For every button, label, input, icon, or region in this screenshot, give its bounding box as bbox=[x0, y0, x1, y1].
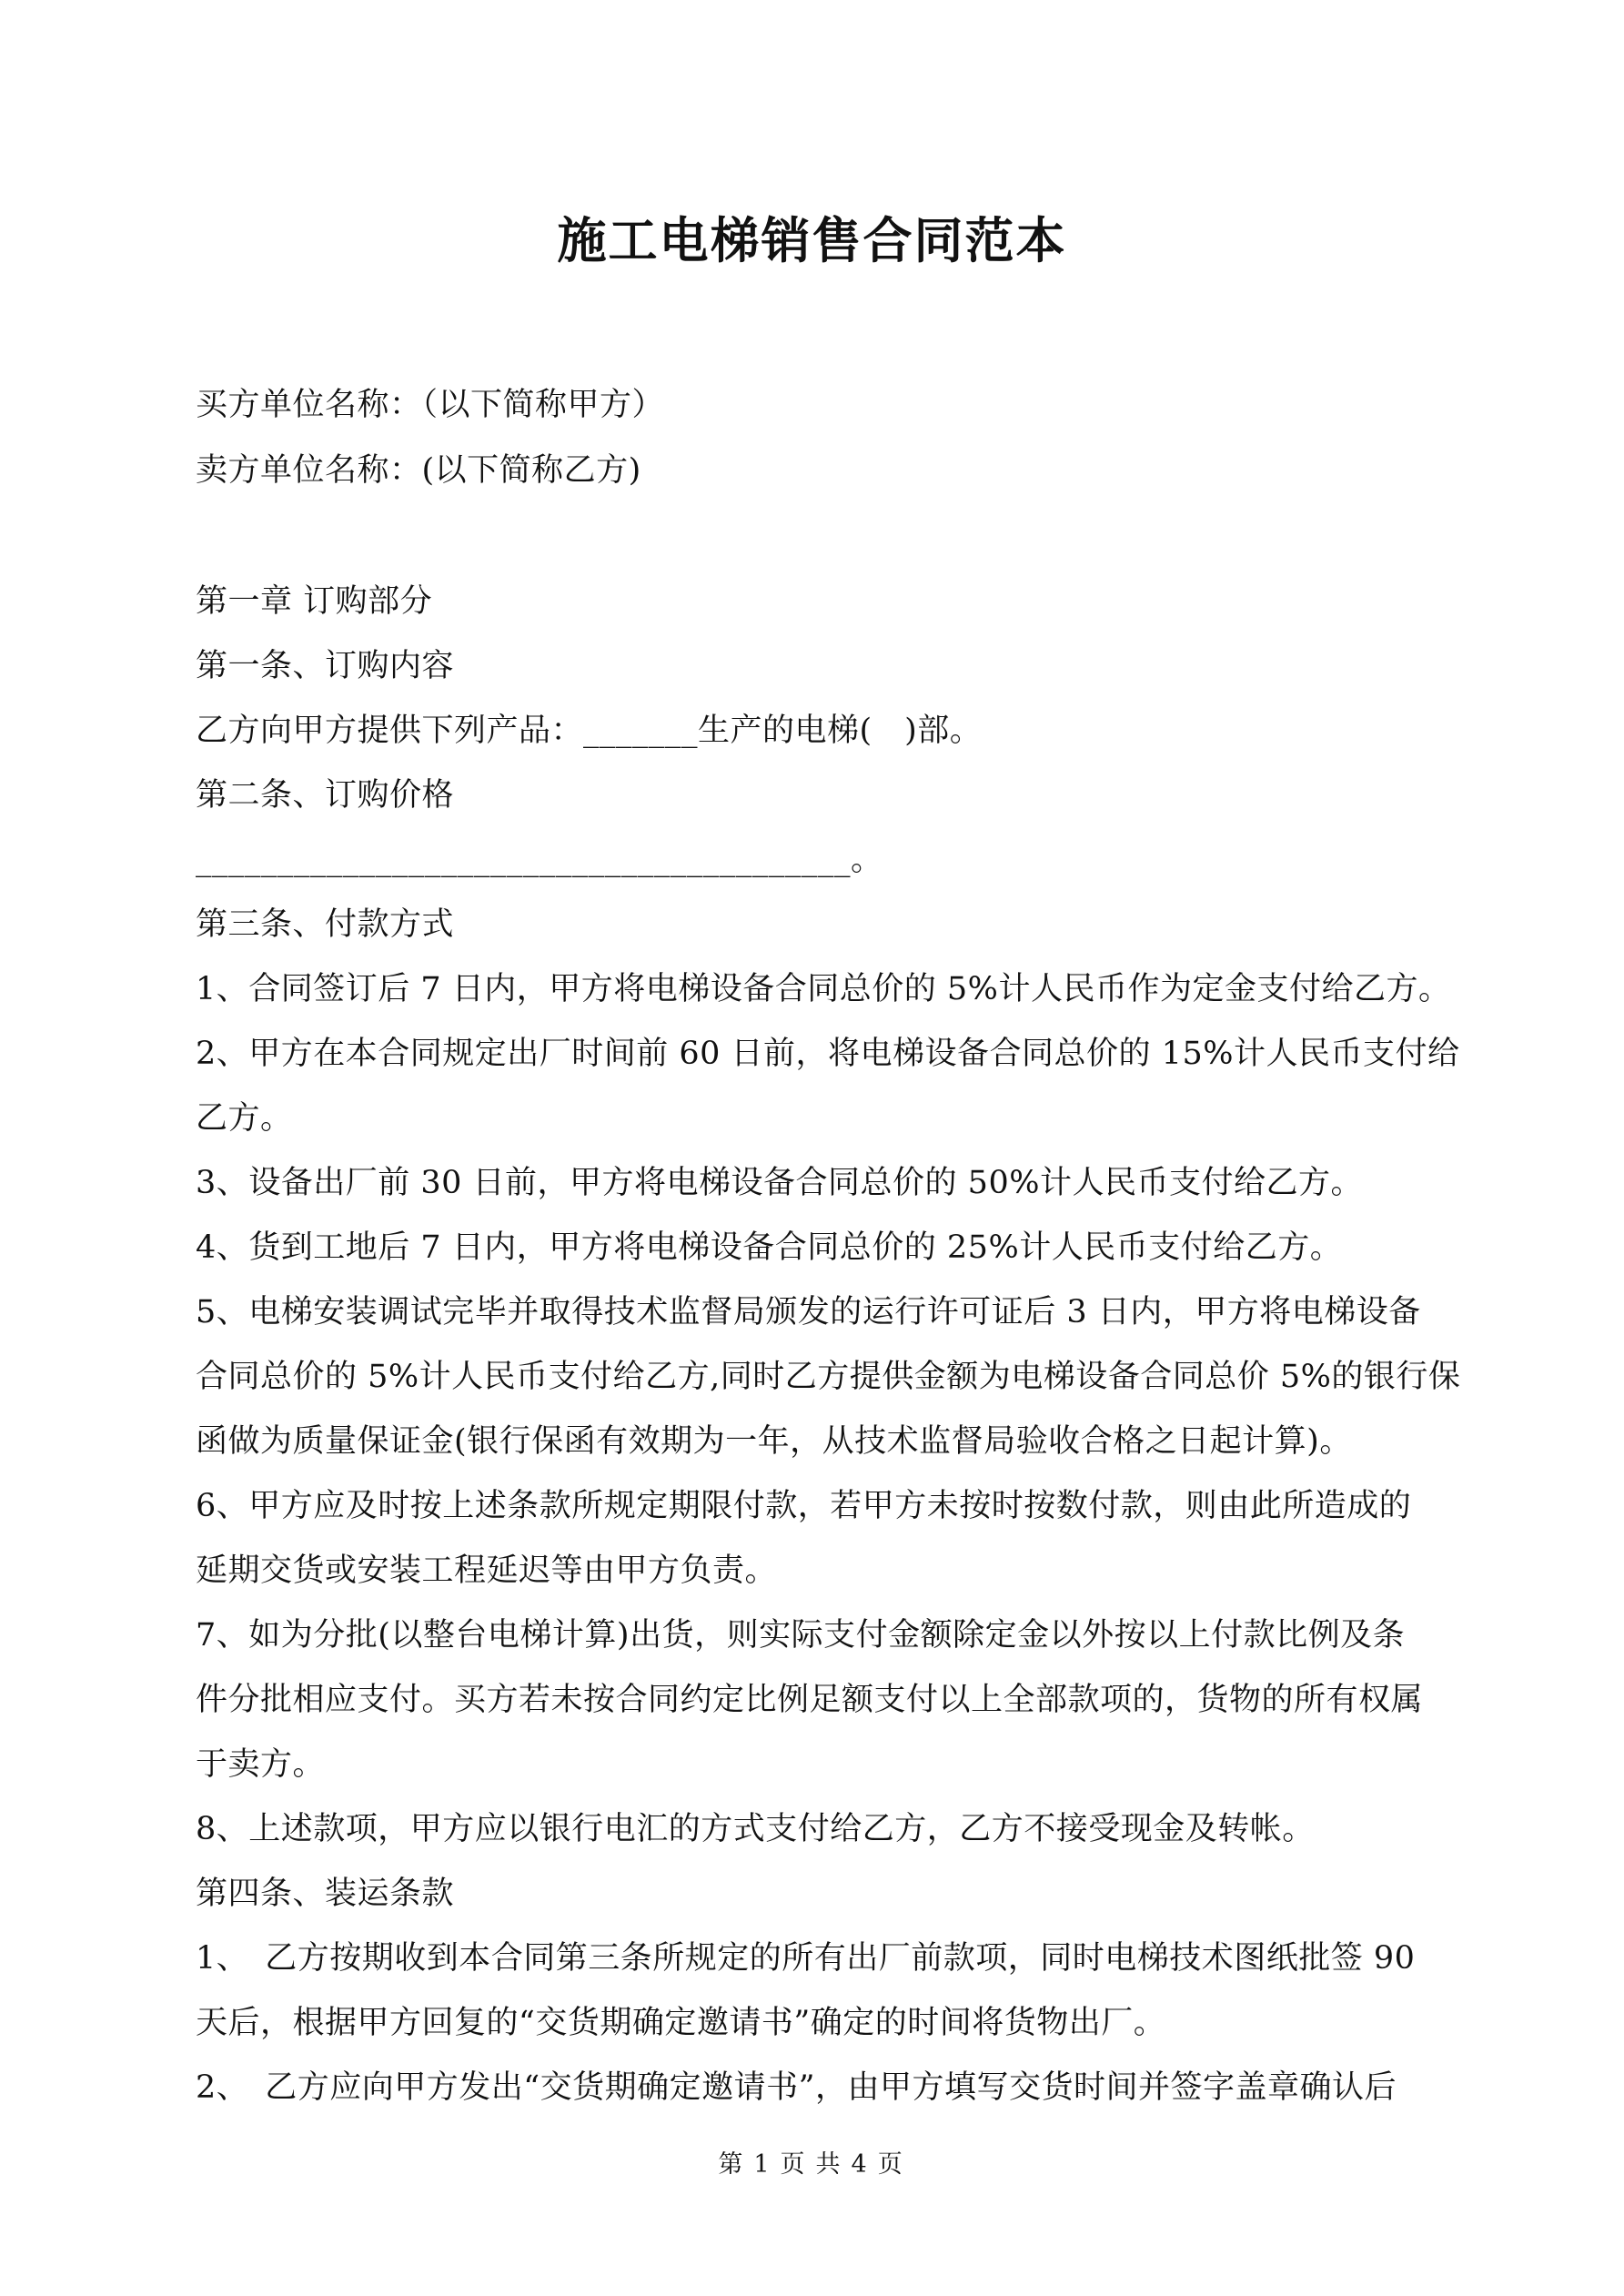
article-heading: 第一条、订购内容 bbox=[196, 648, 455, 684]
paragraph-line: 函做为质量保证金(银行保函有效期为一年，从技术监督局验收合格之日起计算)。 bbox=[196, 1423, 1352, 1460]
paragraph-line: 2、甲方在本合同规定出厂时间前 60 日前，将电梯设备合同总价的 15%计人民币支付给 bbox=[196, 1036, 1460, 1072]
footer-total-label: 页 bbox=[877, 2150, 906, 2179]
paragraph-line: 1、 乙方按期收到本合同第三条所规定的所有出厂前款项，同时电梯技术图纸批签 90 bbox=[196, 1940, 1416, 1977]
paragraph-line: 5、电梯安装调试完毕并取得技术监督局颁发的运行许可证后 3 日内，甲方将电梯设备 bbox=[196, 1294, 1421, 1330]
paragraph-line: 延期交货或安装工程延迟等由甲方负责。 bbox=[196, 1553, 778, 1589]
page-footer bbox=[0, 2144, 1624, 2180]
paragraph-line: 2、 乙方应向甲方发出“交货期确定邀请书”，由甲方填写交货时间并签字盖章确认后 bbox=[196, 2069, 1397, 2106]
article-heading: 第二条、订购价格 bbox=[196, 777, 455, 814]
article-heading: 第四条、装运条款 bbox=[196, 1876, 455, 1912]
paragraph-line: 6、甲方应及时按上述条款所规定期限付款，若甲方未按时按数付款，则由此所造成的 bbox=[196, 1488, 1412, 1524]
paragraph-line: 7、如为分批(以整台电梯计算)出货，则实际支付金额除定金以外按以上付款比例及条 bbox=[196, 1617, 1406, 1654]
footer-prefix: 第 bbox=[718, 2150, 747, 2179]
paragraph-line: 乙方。 bbox=[196, 1100, 293, 1137]
paragraph-line: 8、上述款项，甲方应以银行电汇的方式支付给乙方，乙方不接受现金及转帐。 bbox=[196, 1811, 1315, 1847]
paragraph-line: 于卖方。 bbox=[196, 1746, 326, 1783]
paragraph-line: 3、设备出厂前 30 日前，甲方将电梯设备合同总价的 50%计人民币支付给乙方。 bbox=[196, 1165, 1363, 1201]
total-pages: 4 bbox=[851, 2150, 871, 2179]
paragraph-line: 合同总价的 5%计人民币支付给乙方,同时乙方提供金额为电梯设备合同总价 5%的银行保 bbox=[196, 1359, 1461, 1395]
paragraph-line: ________________________________________。 bbox=[196, 842, 883, 878]
footer-total-prefix: 共 bbox=[815, 2150, 844, 2179]
paragraph-line: 乙方向甲方提供下列产品：_______生产的电梯( )部。 bbox=[196, 713, 983, 749]
document-title: 施工电梯销售合同范本 bbox=[557, 211, 1067, 269]
seller-name-line: 卖方单位名称：(以下简称乙方) bbox=[196, 452, 641, 489]
chapter-heading: 第一章 订购部分 bbox=[196, 583, 433, 620]
paragraph-line: 1、合同签订后 7 日内，甲方将电梯设备合同总价的 5%计人民币作为定金支付给乙方。 bbox=[196, 971, 1451, 1007]
paragraph-line: 天后，根据甲方回复的“交货期确定邀请书”确定的时间将货物出厂。 bbox=[196, 2005, 1166, 2041]
paragraph-line: 件分批相应支付。买方若未按合同约定比例足额支付以上全部款项的，货物的所有权属 bbox=[196, 1682, 1424, 1718]
paragraph-line: 4、货到工地后 7 日内，甲方将电梯设备合同总价的 25%计人民币支付给乙方。 bbox=[196, 1229, 1343, 1266]
page-number: 1 bbox=[753, 2150, 773, 2179]
article-heading: 第三条、付款方式 bbox=[196, 906, 455, 943]
buyer-name-line: 买方单位名称：（以下简称甲方） bbox=[196, 387, 665, 423]
footer-page-label: 页 bbox=[780, 2150, 809, 2179]
